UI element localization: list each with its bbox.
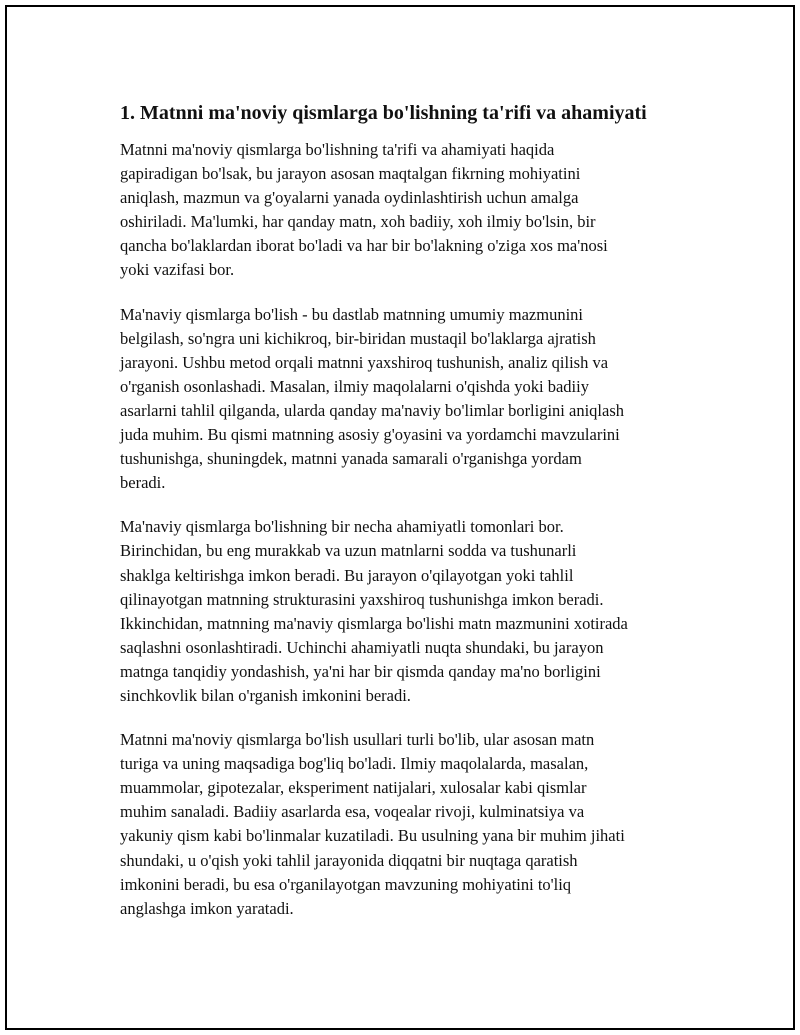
text-line: imkonini beradi, bu esa o'rganilayotgan mavzuning mohiyatini to'liq	[120, 874, 572, 894]
text-line: Matnni ma'noviy qismlarga bo'lish usullari turli bo'lib, ular asosan matn	[120, 730, 595, 750]
text-line: shaklga keltirishga imkon beradi. Bu jarayon o'qilayotgan yoki tahlil	[120, 565, 574, 585]
text-line: Ma'naviy qismlarga bo'lishning bir necha ahamiyatli tomonlari bor.	[120, 517, 564, 537]
text-line: qilinayotgan matnning strukturasini yaxshiroq tushunishga imkon beradi.	[120, 589, 604, 609]
text-line: Ma'naviy qismlarga bo'lish - bu dastlab matnning umumiy mazmunini	[120, 304, 583, 324]
paragraph-1	[120, 138, 710, 283]
text-line: qancha bo'laklardan iborat bo'ladi va har bir bo'lakning o'ziga xos ma'nosi	[120, 236, 608, 256]
text-line: Matnni ma'noviy qismlarga bo'lishning ta'rifi va ahamiyati haqida	[120, 140, 555, 159]
text-line: gapiradigan bo'lsak, bu jarayon asosan maqtalgan fikrning mohiyatini	[120, 164, 581, 184]
text-line: aniqlash, mazmun va g'oyalarni yanada oydinlashtirish uchun amalga	[120, 188, 579, 208]
section-heading: 1. Matnni ma'noviy qismlarga bo'lishning ta'rifi va ahamiyati	[120, 102, 647, 124]
text-line: yoki vazifasi bor.	[120, 260, 235, 280]
text-line: matnga tanqidiy yondashish, ya'ni har bir qismda qanday ma'no borligini	[120, 661, 601, 681]
text-line: yakuniy qism kabi bo'linmalar kuzatiladi. Bu usulning yana bir muhim jihati	[120, 826, 625, 846]
text-line: juda muhim. Bu qismi matnning asosiy g'oyasini va yordamchi mavzularini	[120, 425, 620, 445]
text-line: saqlashni osonlashtiradi. Uchinchi ahamiyatli nuqta shundaki, bu jarayon	[120, 637, 604, 657]
text-line: o'rganish osonlashadi. Masalan, ilmiy maqolalarni o'qishda yoki badiiy	[120, 376, 589, 396]
text-line: sinchkovlik bilan o'rganish imkonini beradi.	[120, 685, 411, 705]
text-line: muammolar, gipotezalar, eksperiment natijalari, xulosalar kabi qismlar	[120, 778, 587, 798]
paragraph-3	[120, 515, 710, 708]
paragraph-4	[120, 728, 710, 921]
text-line: shundaki, u o'qish yoki tahlil jarayonida diqqatni bir nuqtaga qaratish	[120, 850, 578, 870]
page-frame	[5, 5, 795, 1030]
document-body	[120, 100, 710, 941]
text-line: oshiriladi. Ma'lumki, har qanday matn, xoh badiiy, xoh ilmiy bo'lsin, bir	[120, 212, 596, 232]
text-line: muhim sanaladi. Badiiy asarlarda esa, voqealar rivoji, kulminatsiya va	[120, 802, 585, 822]
text-line: asarlarni tahlil qilganda, ularda qanday ma'naviy bo'limlar borligini aniqlash	[120, 400, 625, 420]
text-line: Birinchidan, bu eng murakkab va uzun matnlarni sodda va tushunarli	[120, 541, 577, 561]
paragraph-2	[120, 303, 710, 496]
text-line: anglashga imkon yaratadi.	[120, 898, 294, 918]
text-line: tushunishga, shuningdek, matnni yanada samarali o'rganishga yordam	[120, 449, 582, 469]
text-line: belgilash, so'ngra uni kichikroq, bir-biridan mustaqil bo'laklarga ajratish	[120, 328, 596, 348]
text-line: beradi.	[120, 473, 166, 493]
text-line: jarayoni. Ushbu metod orqali matnni yaxshiroq tushunish, analiz qilish va	[120, 352, 609, 372]
text-line: turiga va uning maqsadiga bog'liq bo'ladi. Ilmiy maqolalarda, masalan,	[120, 754, 589, 774]
text-line: Ikkinchidan, matnning ma'naviy qismlarga bo'lishi matn mazmunini xotirada	[120, 613, 628, 633]
